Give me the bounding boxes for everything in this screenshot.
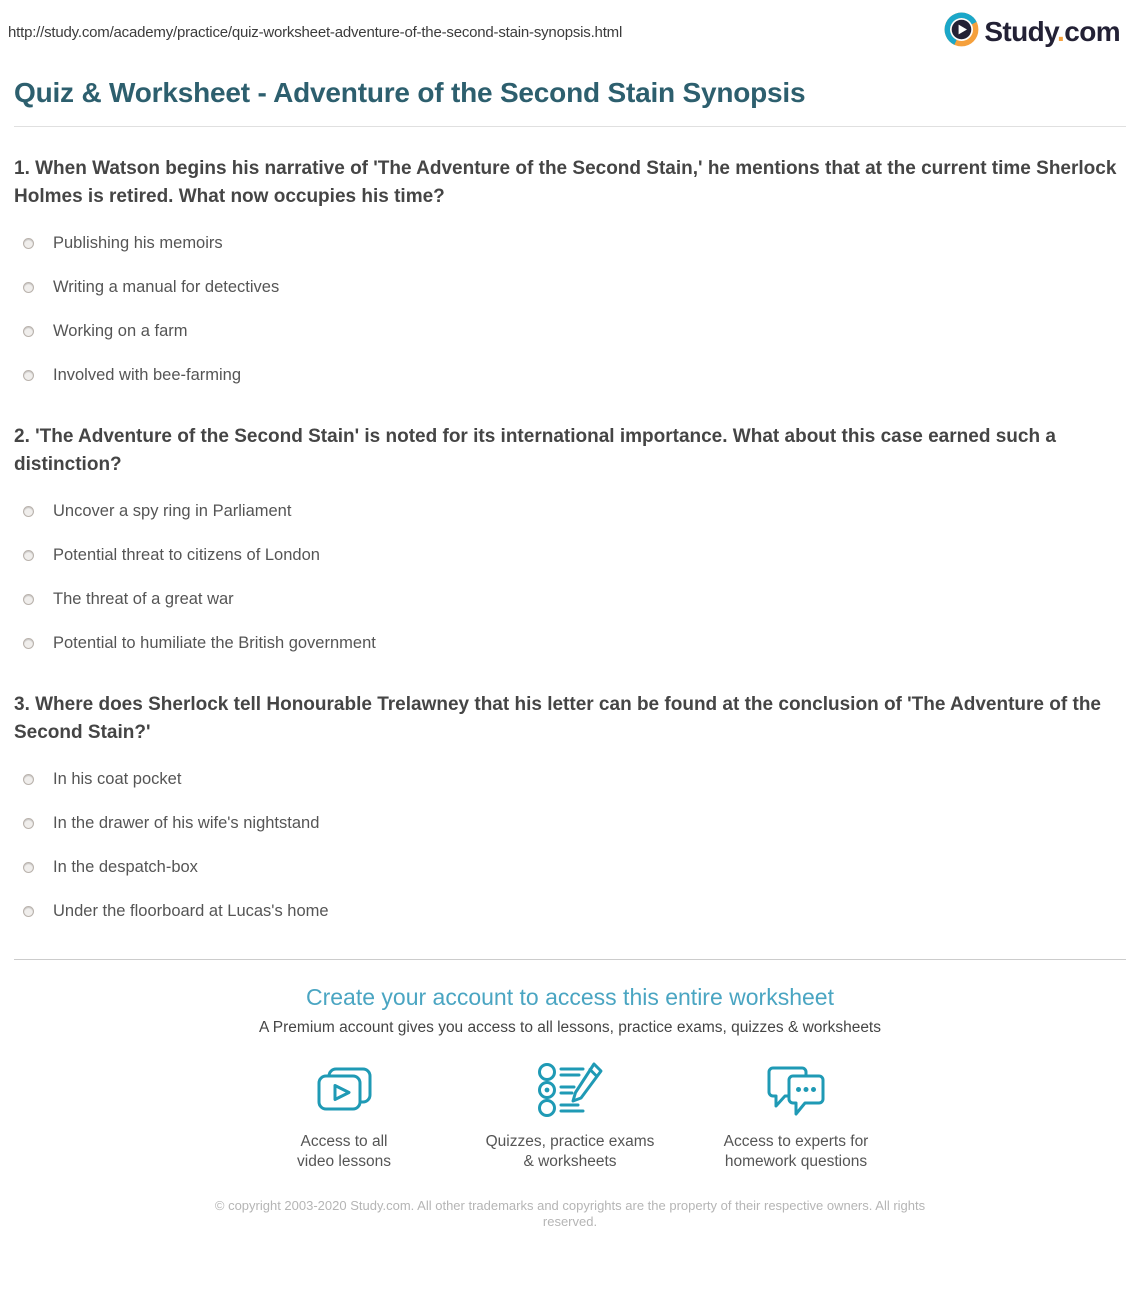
title-divider (14, 126, 1126, 127)
option-label: In the drawer of his wife's nightstand (53, 813, 320, 832)
experts-chat-icon (764, 1061, 828, 1119)
play-circle-logo-icon (944, 12, 979, 52)
radio-button[interactable] (23, 818, 34, 829)
radio-button[interactable] (23, 862, 34, 873)
option-label: In the despatch-box (53, 857, 198, 876)
feature-label: Quizzes, practice exams & worksheets (485, 1133, 655, 1170)
cta-title[interactable]: Create your account to access this entire worksheet (306, 984, 834, 1010)
page-title: Quiz & Worksheet - Adventure of the Second Stain Synopsis (14, 77, 806, 108)
question-2-text: 2. 'The Adventure of the Second Stain' is noted for its international importance. What about this case earned such a distinction? (14, 426, 1056, 475)
radio-button[interactable] (23, 906, 34, 917)
premium-features (14, 1061, 1126, 1172)
question-2-option-2[interactable] (14, 533, 1126, 577)
question-3-option-3[interactable] (14, 845, 1126, 889)
option-label: Under the floorboard at Lucas's home (53, 901, 329, 920)
radio-button[interactable] (23, 550, 34, 561)
logo-wordmark: Study.com (984, 16, 1120, 47)
question-1-text: 1. When Watson begins his narrative of 'The Adventure of the Second Stain,' he mentions that at the current time Sherlock Holmes is retired. What now occupies his time? (14, 158, 1117, 207)
radio-button[interactable] (23, 282, 34, 293)
radio-button[interactable] (23, 594, 34, 605)
question-2-option-3[interactable] (14, 577, 1126, 621)
option-label: Working on a farm (53, 321, 188, 340)
question-3-options (14, 757, 1126, 933)
page-header (0, 0, 1140, 52)
option-label: Involved with bee-farming (53, 365, 242, 384)
radio-button[interactable] (23, 326, 34, 337)
feature-label: Access to all video lessons (297, 1133, 391, 1170)
page-url: http://study.com/academy/practice/quiz-worksheet-adventure-of-the-second-stain-synopsis.html (8, 23, 623, 41)
feature-video-lessons (238, 1061, 450, 1172)
feature-label: Access to experts for homework questions (723, 1133, 869, 1170)
option-label: Potential to humiliate the British government (53, 633, 376, 652)
question-2-option-4[interactable] (14, 621, 1126, 665)
option-label: Potential threat to citizens of London (53, 545, 320, 564)
radio-button[interactable] (23, 238, 34, 249)
question-1-option-3[interactable] (14, 309, 1126, 353)
copyright-notice: © copyright 2003-2020 Study.com. All other trademarks and copyrights are the property of their respective owners. All rights reserved. (214, 1198, 926, 1229)
radio-button[interactable] (23, 506, 34, 517)
quiz-worksheet-icon (536, 1061, 604, 1119)
option-label: The threat of a great war (53, 589, 234, 608)
option-label: Publishing his memoirs (53, 233, 223, 252)
question-3-text: 3. Where does Sherlock tell Honourable Trelawney that his letter can be found at the conclusion of 'The Adventure of the Second Stain?' (14, 694, 1101, 743)
worksheet-content (0, 74, 1140, 1230)
section-divider (14, 959, 1126, 960)
feature-quizzes-worksheets (464, 1061, 676, 1172)
feature-expert-help (690, 1061, 902, 1172)
question-1-option-2[interactable] (14, 265, 1126, 309)
question-3-option-4[interactable] (14, 889, 1126, 933)
option-label: Writing a manual for detectives (53, 277, 280, 296)
question-3-option-1[interactable] (14, 757, 1126, 801)
radio-button[interactable] (23, 774, 34, 785)
video-lessons-icon (316, 1061, 373, 1119)
question-1-option-4[interactable] (14, 353, 1126, 397)
create-account-section (14, 984, 1126, 1230)
question-1-option-1[interactable] (14, 221, 1126, 265)
radio-button[interactable] (23, 370, 34, 381)
question-2-options (14, 489, 1126, 665)
question-2-option-1[interactable] (14, 489, 1126, 533)
question-1-options (14, 221, 1126, 397)
option-label: Uncover a spy ring in Parliament (53, 501, 292, 520)
radio-button[interactable] (23, 638, 34, 649)
option-label: In his coat pocket (53, 769, 182, 788)
question-3-option-2[interactable] (14, 801, 1126, 845)
cta-subtitle: A Premium account gives you access to all lessons, practice exams, quizzes & worksheets (259, 1019, 881, 1036)
studycom-logo[interactable] (944, 12, 1120, 52)
